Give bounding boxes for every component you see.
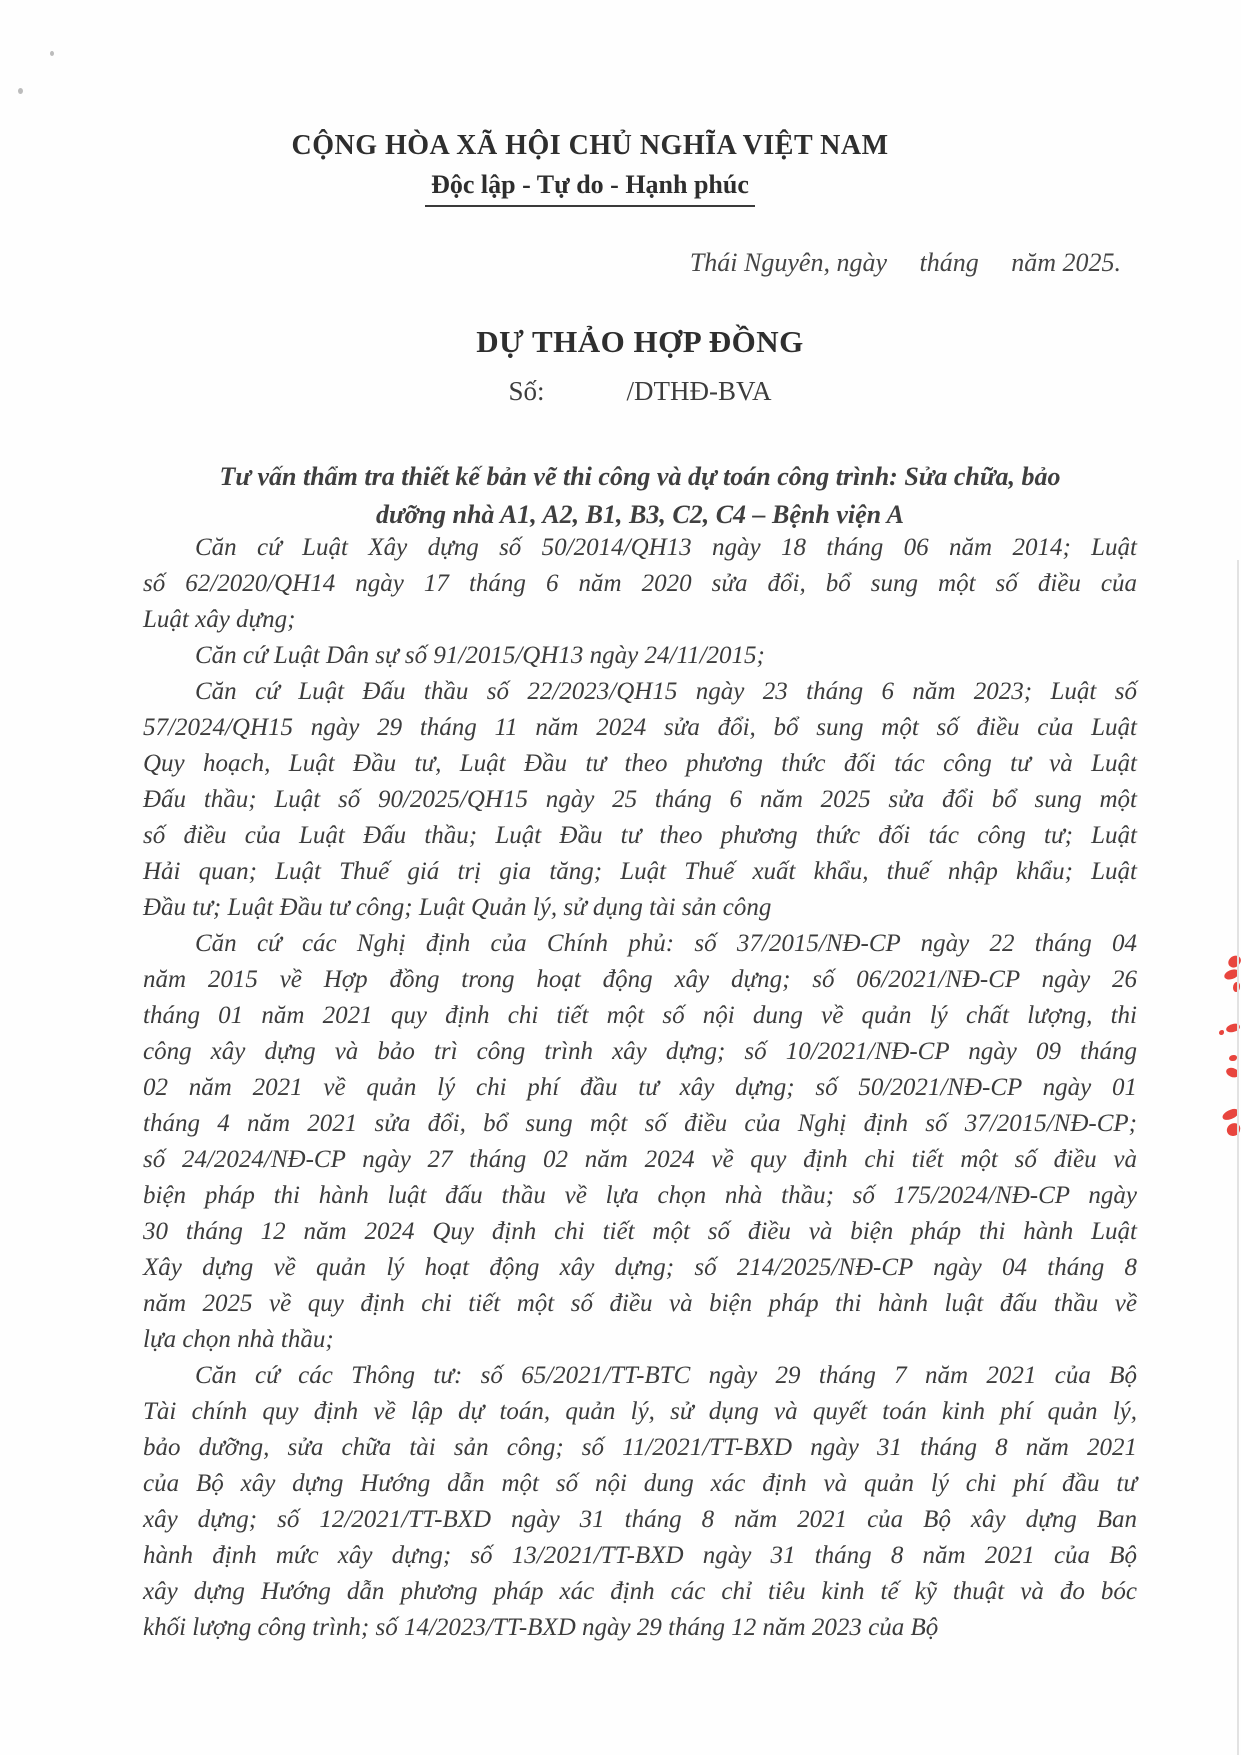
body-line: số 62/2020/QH14 ngày 17 tháng 6 năm 2020 sửa đổi, bổ sung một số điều của: [143, 570, 1137, 597]
contract-subject-line1: Tư vấn thẩm tra thiết kế bản vẽ thi công và dự toán công trình: Sửa chữa, bảo: [219, 462, 1061, 491]
body-line: Đấu thầu; Luật số 90/2025/QH15 ngày 25 tháng 6 năm 2025 sửa đổi bổ sung một: [143, 786, 1137, 813]
body-line: xây dựng; số 12/2021/TT-BXD ngày 31 tháng 8 năm 2021 của Bộ xây dựng Ban: [143, 1506, 1137, 1533]
body-line: 02 năm 2021 về quản lý chi phí đầu tư xây dựng; số 50/2021/NĐ-CP ngày 01: [143, 1074, 1137, 1101]
body-paragraph: [143, 638, 1137, 674]
national-motto-line2: Độc lập - Tự do - Hạnh phúc: [425, 170, 755, 207]
body-line: tháng 01 năm 2021 quy định chi tiết một số nội dung về quản lý chất lượng, thi: [143, 1002, 1137, 1029]
body-line: công xây dựng và bảo trì công trình xây dựng; số 10/2021/NĐ-CP ngày 09 tháng: [143, 1038, 1137, 1065]
red-ink-mark: [1226, 953, 1241, 970]
scan-speck: [18, 88, 23, 94]
body-line: khối lượng công trình; số 14/2023/TT-BXD ngày 29 tháng 12 năm 2023 của Bộ: [143, 1614, 939, 1641]
document-body: [143, 530, 1137, 1646]
body-line: 30 tháng 12 năm 2024 Quy định chi tiết một số điều và biện pháp thi hành Luật: [143, 1218, 1137, 1245]
scan-speck: [50, 51, 54, 56]
red-ink-mark: [1225, 1065, 1241, 1079]
body-line: Luật xây dựng;: [143, 606, 296, 633]
body-line: hành định mức xây dựng; số 13/2021/TT-BXD ngày 31 tháng 8 năm 2021 của Bộ: [143, 1542, 1137, 1569]
red-ink-mark: [1229, 1055, 1237, 1061]
body-line: số 24/2024/NĐ-CP ngày 27 tháng 02 năm 2024 về quy định chi tiết một số điều và: [143, 1146, 1137, 1173]
body-line: Quy hoạch, Luật Đầu tư, Luật Đầu tư theo phương thức đối tác công tư và Luật: [143, 750, 1137, 777]
body-line: biện pháp thi hành luật đấu thầu về lựa chọn nhà thầu; số 175/2024/NĐ-CP ngày: [143, 1182, 1137, 1209]
body-line: Căn cứ các Thông tư: số 65/2021/TT-BTC ngày 29 tháng 7 năm 2021 của Bộ: [195, 1362, 1137, 1389]
body-line: Căn cứ Luật Đấu thầu số 22/2023/QH15 ngày 23 tháng 6 năm 2023; Luật số: [195, 678, 1137, 705]
red-ink-mark: [1226, 1122, 1241, 1137]
document-number-value: /DTHĐ-BVA: [626, 376, 772, 406]
national-motto-line2-wrap: [93, 170, 1087, 207]
national-header: [143, 130, 1137, 207]
red-ink-mark: [1219, 1030, 1224, 1035]
body-paragraph: [143, 1358, 1137, 1646]
body-line: Căn cứ các Nghị định của Chính phủ: số 37/2015/NĐ-CP ngày 22 tháng 04: [195, 930, 1137, 957]
body-line: lựa chọn nhà thầu;: [143, 1326, 334, 1353]
document-number-label: Số:: [508, 376, 545, 406]
body-line: bảo dưỡng, sửa chữa tài sản công; số 11/2021/TT-BXD ngày 31 tháng 8 năm 2021: [143, 1434, 1137, 1461]
body-line: Căn cứ Luật Dân sự số 91/2015/QH13 ngày 24/11/2015;: [195, 642, 765, 669]
body-line: Hải quan; Luật Thuế giá trị gia tăng; Luật Thuế xuất khẩu, thuế nhập khẩu; Luật: [143, 858, 1137, 885]
red-ink-mark: [1233, 982, 1240, 992]
body-line: Đầu tư; Luật Đầu tư công; Luật Quản lý, sử dụng tài sản công: [143, 894, 772, 921]
body-line: Tài chính quy định về lập dự toán, quản lý, sử dụng và quyết toán kinh phí quản lý,: [143, 1398, 1137, 1425]
body-line: của Bộ xây dựng Hướng dẫn một số nội dung xác định và quản lý chi phí đầu tư: [143, 1470, 1137, 1497]
red-ink-mark: [1225, 1023, 1240, 1033]
body-line: xây dựng Hướng dẫn phương pháp xác định các chỉ tiêu kinh tế kỹ thuật và đo bóc: [143, 1578, 1137, 1605]
body-line: tháng 4 năm 2021 sửa đổi, bổ sung một số điều của Nghị định số 37/2015/NĐ-CP;: [143, 1110, 1137, 1137]
place-date-line: Thái Nguyên, ngày tháng năm 2025.: [689, 248, 1121, 277]
contract-subject: [143, 458, 1137, 534]
body-line: Xây dựng về quản lý hoạt động xây dựng; số 214/2025/NĐ-CP ngày 04 tháng 8: [143, 1254, 1137, 1281]
body-line: năm 2025 về quy định chi tiết một số điều và biện pháp thi hành luật đấu thầu về: [143, 1290, 1137, 1317]
red-ink-mark: [1221, 1107, 1240, 1121]
document-number-line: [143, 376, 1137, 407]
scan-edge-line: [1237, 560, 1239, 1755]
body-paragraph: [143, 674, 1137, 926]
body-line: số điều của Luật Đấu thầu; Luật Đầu tư theo phương thức đối tác công tư; Luật: [143, 822, 1137, 849]
red-ink-mark: [1223, 968, 1240, 981]
body-line: Căn cứ Luật Xây dựng số 50/2014/QH13 ngày 18 tháng 06 năm 2014; Luật: [195, 534, 1137, 561]
contract-subject-line2: dưỡng nhà A1, A2, B1, B3, C2, C4 – Bệnh viện A: [376, 500, 904, 529]
body-line: 57/2024/QH15 ngày 29 tháng 11 năm 2024 sửa đổi, bổ sung một số điều của Luật: [143, 714, 1137, 741]
body-paragraph: [143, 926, 1137, 1358]
body-line: năm 2015 về Hợp đồng trong hoạt động xây dựng; số 06/2021/NĐ-CP ngày 26: [143, 966, 1137, 993]
body-paragraph: [143, 530, 1137, 638]
national-motto-line1: CỘNG HÒA XÃ HỘI CHỦ NGHĨA VIỆT NAM: [291, 130, 889, 161]
document-title: DỰ THẢO HỢP ĐỒNG: [476, 324, 804, 359]
